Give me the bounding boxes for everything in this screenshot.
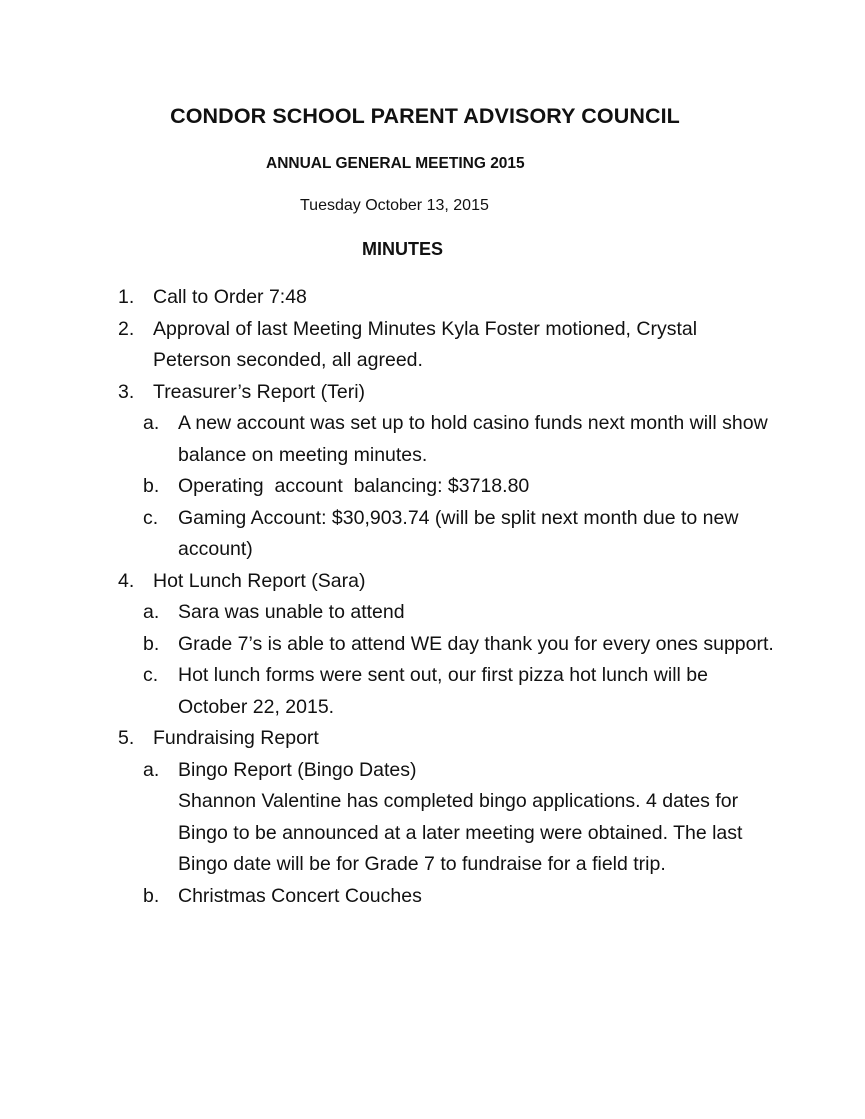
minutes-list — [118, 282, 778, 912]
list-item — [118, 566, 778, 598]
sub-list-item — [143, 471, 778, 503]
sub-list-item — [143, 503, 778, 566]
sub-item-text: Operating account balancing: $3718.80 — [178, 475, 530, 497]
item-number: 1. — [118, 286, 135, 308]
sub-item-text: Sara was unable to attend — [178, 601, 405, 623]
sub-item-letter: a. — [143, 412, 160, 434]
item-number: 4. — [118, 569, 135, 592]
meeting-date: Tuesday October 13, 2015 — [300, 197, 489, 214]
item-number: 2. — [118, 317, 135, 340]
list-item — [118, 314, 778, 377]
list-item — [118, 377, 778, 409]
sub-item-text: Christmas Concert Couches — [178, 884, 422, 907]
sub-item-continuation — [143, 786, 778, 881]
sub-item-text: Gaming Account: $30,903.74 (will be split next month due to new account) — [178, 506, 739, 560]
document-title: CONDOR SCHOOL PARENT ADVISORY COUNCIL — [170, 104, 680, 128]
sub-item-letter: b. — [143, 632, 160, 655]
item-text: Fundraising Report — [153, 727, 319, 749]
bingo-details-text: Shannon Valentine has completed bingo applications. 4 dates for Bingo to be announced at a later meeting were obtained. The last Bingo date will be for Grade 7 to fundraise for a field trip. — [178, 790, 743, 875]
minutes-heading: MINUTES — [362, 239, 443, 259]
item-text: Approval of last Meeting Minutes Kyla Foster motioned, Crystal Peterson seconded, all agreed. — [153, 317, 698, 371]
sub-item-text: Grade 7’s is able to attend WE day thank you for every ones support. — [178, 632, 774, 655]
sub-item-letter: b. — [143, 884, 160, 907]
sub-item-letter: a. — [143, 601, 160, 623]
item-text: Hot Lunch Report (Sara) — [153, 569, 366, 592]
list-item — [118, 282, 778, 314]
sub-item-text: A new account was set up to hold casino funds next month will show balance on meeting minutes. — [178, 412, 768, 466]
sub-list-item — [143, 660, 778, 723]
sub-item-text: Bingo Report (Bingo Dates) — [178, 758, 417, 781]
sub-list-item — [143, 597, 778, 629]
item-text: Treasurer’s Report (Teri) — [153, 380, 366, 403]
meeting-subtitle: ANNUAL GENERAL MEETING 2015 — [266, 155, 525, 172]
sub-list-item — [143, 881, 778, 913]
sub-item-text: Hot lunch forms were sent out, our first pizza hot lunch will be October 22, 2015. — [178, 664, 708, 718]
sub-item-letter: c. — [143, 664, 159, 686]
sub-list-item — [143, 629, 778, 661]
item-number: 3. — [118, 380, 135, 403]
sub-item-letter: b. — [143, 475, 160, 497]
sub-item-letter: c. — [143, 506, 159, 529]
item-number: 5. — [118, 727, 135, 749]
sub-item-letter: a. — [143, 758, 160, 781]
sub-list-item — [143, 755, 778, 787]
sub-list-item — [143, 408, 778, 471]
item-text: Call to Order 7:48 — [153, 286, 307, 308]
list-item — [118, 723, 778, 755]
